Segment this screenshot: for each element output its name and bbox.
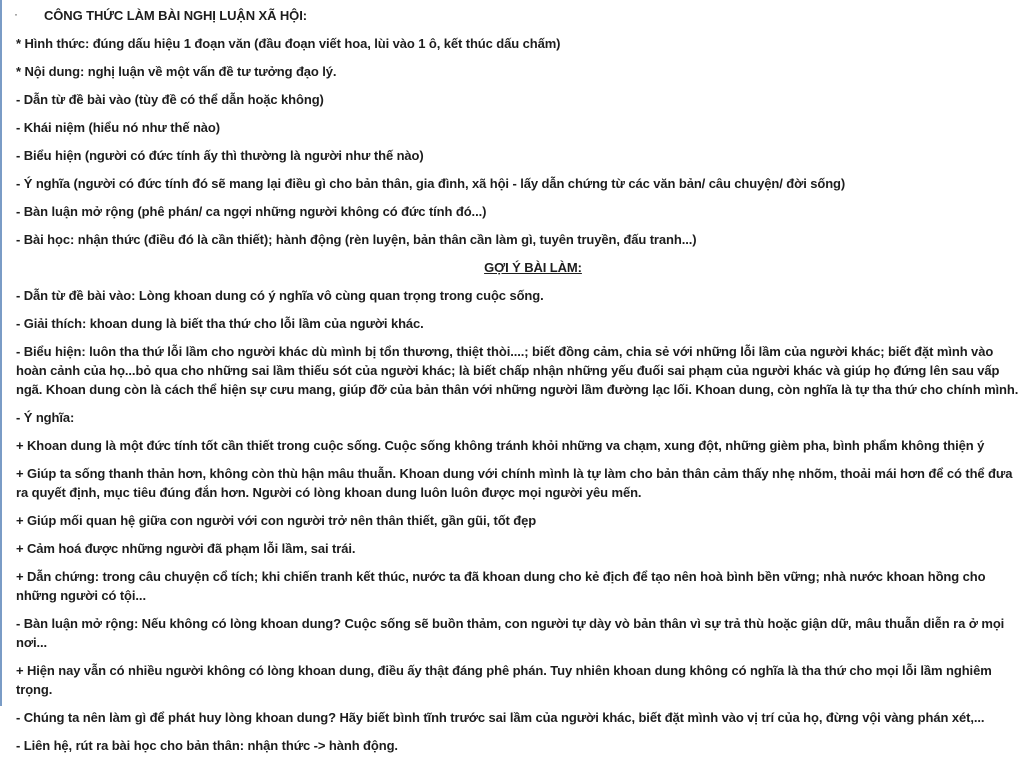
answer-line-discussion: - Bàn luận mở rộng: Nếu không có lòng khoan dung? Cuộc sống sẽ buồn thảm, con người tự dày vò bản thân vì sự trả thù hoặc giận dữ, mâu thuẫn diễn ra ở mọi nơi... bbox=[16, 616, 1005, 650]
formula-line-meaning: - Ý nghĩa (người có đức tính đó sẽ mang lại điều gì cho bản thân, gia đình, xã hội - lấy dẫn chứng từ các văn bản/ câu chuyện/ đời sống) bbox=[16, 176, 846, 191]
document-title: CÔNG THỨC LÀM BÀI NGHỊ LUẬN XÃ HỘI: bbox=[44, 8, 307, 23]
answer-line-conclusion: - Liên hệ, rút ra bài học cho bản thân: nhận thức -> hành động. bbox=[16, 738, 398, 753]
answer-line-meaning: - Ý nghĩa: bbox=[16, 410, 75, 425]
answer-line-meaning-2: + Giúp ta sống thanh thản hơn, không còn thù hận mâu thuẫn. Khoan dung với chính mình là tự làm cho bản thân cảm thấy nhẹ nhõm, thoải mái hơn để có thể đưa ra quyết định, mục tiêu đúng đắn hơn. Người có lòng khoan dung luôn luôn được mọi người yêu mến. bbox=[16, 466, 1013, 500]
formula-line-content: * Nội dung: nghị luận về một vấn đề tư tưởng đạo lý. bbox=[16, 64, 337, 79]
answer-line-meaning-1: + Khoan dung là một đức tính tốt cần thiết trong cuộc sống. Cuộc sống không tránh khỏi những va chạm, xung đột, những gièm pha, bình phẩm không thiện ý bbox=[16, 438, 985, 453]
answer-line-intro: - Dẫn từ đề bài vào: Lòng khoan dung có ý nghĩa vô cùng quan trọng trong cuộc sống. bbox=[16, 288, 544, 303]
section-heading: GỢI Ý BÀI LÀM: bbox=[484, 260, 582, 275]
formula-line-form: * Hình thức: đúng dấu hiệu 1 đoạn văn (đầu đoạn viết hoa, lùi vào 1 ô, kết thúc dấu chấm) bbox=[16, 36, 561, 51]
answer-line-criticism: + Hiện nay vẫn có nhiều người không có lòng khoan dung, điều ấy thật đáng phê phán. Tuy nhiên khoan dung không có nghĩa là tha thứ cho mọi lỗi lầm nghiêm trọng. bbox=[16, 663, 992, 697]
answer-line-explain: - Giải thích: khoan dung là biết tha thứ cho lỗi lầm của người khác. bbox=[16, 316, 424, 331]
formula-line-expression: - Biểu hiện (người có đức tính ấy thì thường là người như thế nào) bbox=[16, 148, 424, 163]
answer-line-action: - Chúng ta nên làm gì để phát huy lòng khoan dung? Hãy biết bình tĩnh trước sai lầm của người khác, biết đặt mình vào vị trí của họ, đừng vội vàng phán xét,... bbox=[16, 710, 985, 725]
formula-line-lesson: - Bài học: nhận thức (điều đó là cần thiết); hành động (rèn luyện, bản thân cần làm gì, tuyên truyền, đấu tranh...) bbox=[16, 232, 697, 247]
formula-line-intro: - Dẫn từ đề bài vào (tùy đề có thể dẫn hoặc không) bbox=[16, 92, 324, 107]
answer-line-meaning-3: + Giúp mối quan hệ giữa con người với con người trở nên thân thiết, gần gũi, tốt đẹp bbox=[16, 513, 537, 528]
answer-line-expression: - Biểu hiện: luôn tha thứ lỗi lầm cho người khác dù mình bị tổn thương, thiệt thòi....; biết đồng cảm, chia sẻ với những lỗi lầm của người khác; biết đặt mình vào hoàn cảnh của họ...bỏ qua cho những sai lầm thiếu sót của người khác; là biết chấp nhận những yếu đuối sai phạm của người khác và giúp họ đứng lên sau vấp ngã. Khoan dung còn là cách thể hiện sự cưu mang, giúp đỡ của bản thân với những người lầm đường lạc lối. Khoan dung, còn nghĩa là tự tha thứ cho chính mình. bbox=[16, 344, 1019, 397]
answer-line-evidence: + Dẫn chứng: trong câu chuyện cổ tích; khi chiến tranh kết thúc, nước ta đã khoan dung cho kẻ địch để tạo nên hoà bình bền vững; nhà nước khoan hồng cho những người có tội... bbox=[16, 569, 986, 603]
answer-line-meaning-4: + Cảm hoá được những người đã phạm lỗi lầm, sai trái. bbox=[16, 541, 356, 556]
formula-line-concept: - Khái niệm (hiểu nó như thế nào) bbox=[16, 120, 220, 135]
formula-line-discussion: - Bàn luận mở rộng (phê phán/ ca ngợi những người không có đức tính đó...) bbox=[16, 204, 487, 219]
bullet-dot: · bbox=[14, 7, 18, 21]
document-body bbox=[16, 6, 1020, 764]
